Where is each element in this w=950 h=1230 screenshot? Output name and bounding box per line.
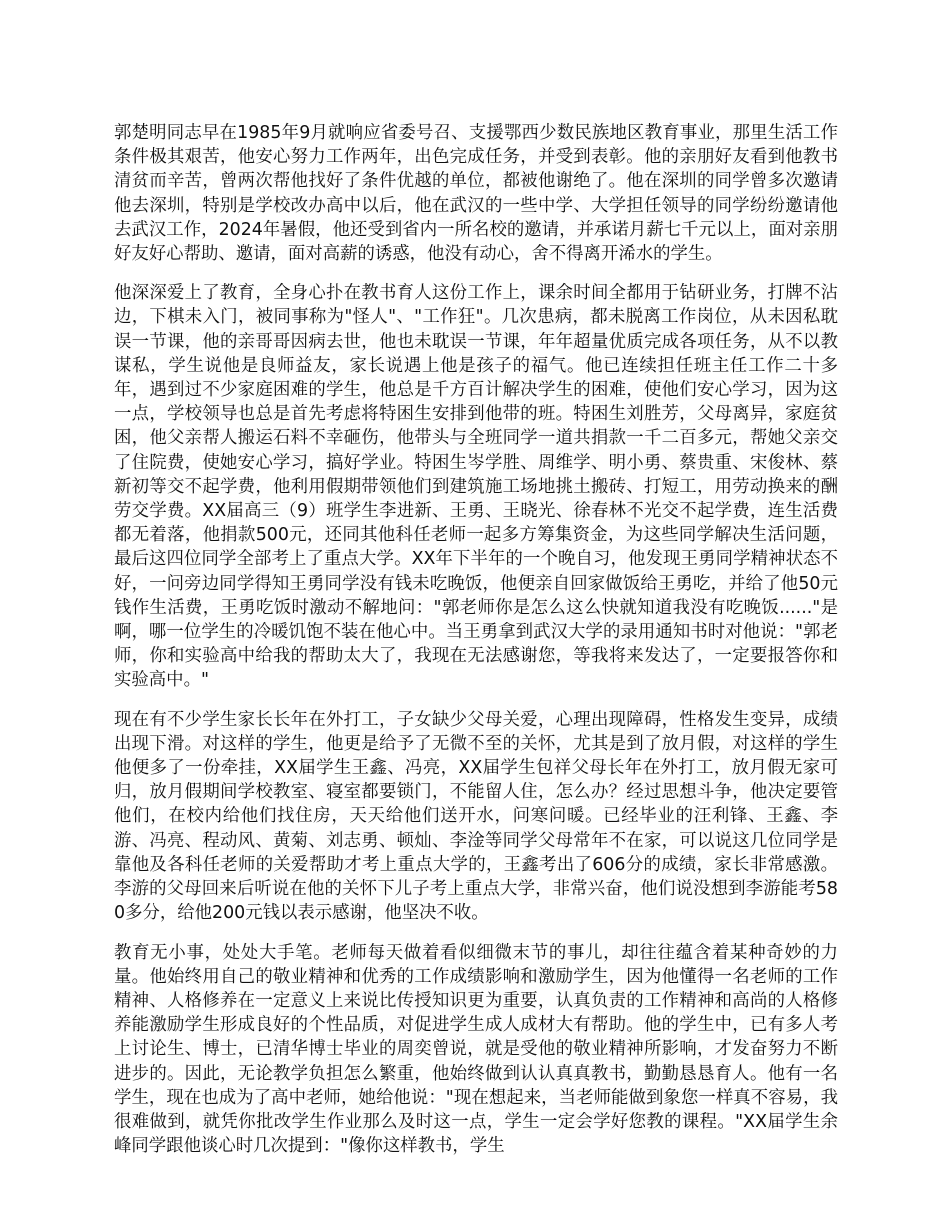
document-body	[114, 121, 838, 1173]
paragraph-2: 他深深爱上了教育，全身心扑在教书育人这份工作上，课余时间全都用于钻研业务，打牌不沾边，下棋未入门，被同事称为"怪人"、"工作狂"。几次患病，都未脱离工作岗位，从未因私耽误一节课，他的亲哥哥因病去世，他也未耽误一节课，年年超量优质完成各项任务，从不以教谋私，学生说他是良师益友，家长说遇上他是孩子的福气。他已连续担任班主任工作二十多年，遇到过不少家庭困难的学生，他总是千方百计解决学生的困难，使他们安心学习，因为这一点，学校领导也总是首先考虑将特困生安排到他带的班。特困生刘胜芳，父母离异，家庭贫困，他父亲帮人搬运石料不幸砸伤，他带头与全班同学一道共捐款一千二百多元，帮她父亲交了住院费，使她安心学习，搞好学业。特困生岑学胜、周维学、明小勇、蔡贵重、宋俊林、蔡新初等交不起学费，他利用假期带领他们到建筑施工场地挑土搬砖、打短工，用劳动换来的酬劳交学费。XX届高三（9）班学生李进新、王勇、王晓光、徐春林不光交不起学费，连生活费都无着落，他捐款500元，还同其他科任老师一起多方筹集资金，为这些同学解决生活问题，最后这四位同学全部考上了重点大学。XX年下半年的一个晚自习，他发现王勇同学精神状态不好，一问旁边同学得知王勇同学没有钱未吃晚饭，他便亲自回家做饭给王勇吃，并给了他50元钱作生活费，王勇吃饭时激动不解地问："郭老师你是怎么这么快就知道我没有吃晚饭......"是啊，哪一位学生的冷暖饥饱不装在他心中。当王勇拿到武汉大学的录用通知书时对他说："郭老师，你和实验高中给我的帮助太大了，我现在无法感谢您，等我将来发达了，一定要报答你和实验高中。"	[114, 283, 838, 691]
paragraph-4: 教育无小事，处处大手笔。老师每天做着看似细微末节的事儿，却往往蕴含着某种奇妙的力量。他始终用自己的敬业精神和优秀的工作成绩影响和激励学生，因为他懂得一名老师的工作精神、人格修养在一定意义上来说比传授知识更为重要，认真负责的工作精神和高尚的人格修养能激励学生形成良好的个性品质，对促进学生成人成材大有帮助。他的学生中，已有多人考上讨论生、博士，已清华博士毕业的周奕曾说，就是受他的敬业精神所影响，才发奋努力不断进步的。因此，无论教学负担怎么繁重，他始终做到认认真真教书，勤勤恳恳育人。他有一名学生，现在也成为了高中老师，她给他说："现在想起来，当老师能做到象您一样真不容易，我很难做到，就凭你批改学生作业那么及时这一点，学生一定会学好您教的课程。"XX届学生余峰同学跟他谈心时几次提到："像你这样教书，学生	[114, 942, 838, 1157]
paragraph-3: 现在有不少学生家长长年在外打工，子女缺少父母关爱，心理出现障碍，性格发生变异，成绩出现下滑。对这样的学生，他更是给予了无微不至的关怀，尤其是到了放月假，对这样的学生他便多了一份牵挂，XX届学生王鑫、冯亮，XX届学生包祥父母长年在外打工，放月假无家可归，放月假期间学校教室、寝室都要锁门，不能留人住，怎么办？经过思想斗争，他决定要管他们，在校内给他们找住房，天天给他们送开水，问寒问暖。已经毕业的汪利锋、王鑫、李游、冯亮、程动风、黄菊、刘志勇、顿灿、李淦等同学父母常年不在家，可以说这几位同学是靠他及各科任老师的关爱帮助才考上重点大学的，王鑫考出了606分的成绩，家长非常感激。李游的父母回来后听说在他的关怀下儿子考上重点大学，非常兴奋，他们说没想到李游能考580多分，给他200元钱以表示感谢，他坚决不收。	[114, 709, 838, 924]
paragraph-1: 郭楚明同志早在1985年9月就响应省委号召、支援鄂西少数民族地区教育事业，那里生活工作条件极其艰苦，他安心努力工作两年，出色完成任务，并受到表彰。他的亲朋好友看到他教书清贫而辛苦，曾两次帮他找好了条件优越的单位，都被他谢绝了。他在深圳的同学曾多次邀请他去深圳，特别是学校改办高中以后，他在武汉的一些中学、大学担任领导的同学纷纷邀请他去武汉工作，2024年暑假，他还受到省内一所名校的邀请，并承诺月薪七千元以上，面对亲朋好友好心帮助、邀请，面对高薪的诱惑，他没有动心，舍不得离开浠水的学生。	[114, 123, 838, 265]
